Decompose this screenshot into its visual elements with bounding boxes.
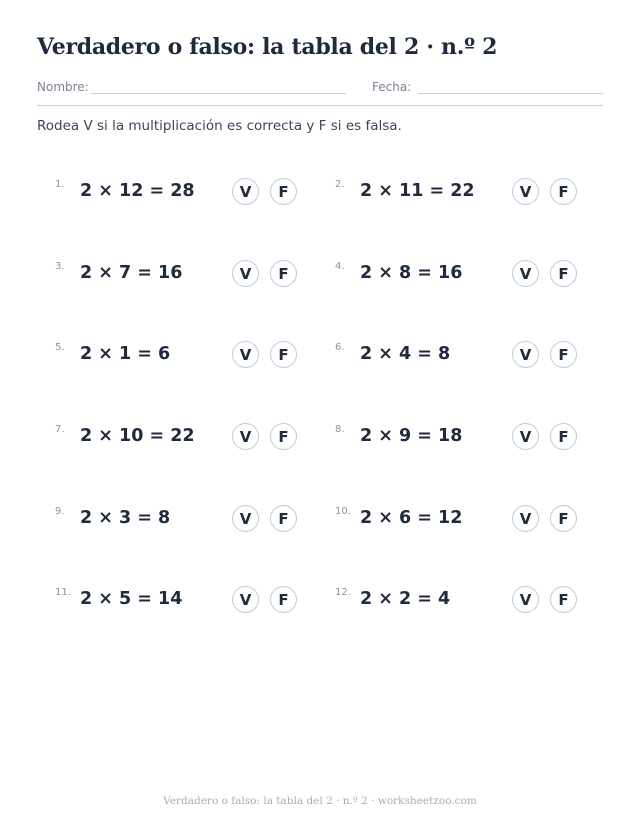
problem-equation: 2 × 12 = 28 bbox=[80, 181, 195, 201]
problem-number: 8. bbox=[335, 424, 345, 435]
date-field[interactable] bbox=[418, 93, 603, 94]
false-option-circle[interactable]: F bbox=[550, 178, 577, 205]
problem-item bbox=[335, 586, 595, 616]
problem-number: 12. bbox=[335, 587, 351, 598]
problem-equation: 2 × 11 = 22 bbox=[360, 181, 475, 201]
false-option-circle[interactable]: F bbox=[550, 586, 577, 613]
problem-equation: 2 × 7 = 16 bbox=[80, 263, 183, 283]
problem-number: 10. bbox=[335, 506, 351, 517]
true-option-circle[interactable]: V bbox=[232, 423, 259, 450]
problem-number: 2. bbox=[335, 179, 345, 190]
false-option-circle[interactable]: F bbox=[270, 505, 297, 532]
true-option-circle[interactable]: V bbox=[232, 341, 259, 368]
problem-number: 7. bbox=[55, 424, 65, 435]
problem-equation: 2 × 10 = 22 bbox=[80, 426, 195, 446]
worksheet-title: Verdadero o falso: la tabla del 2 · n.º 2 bbox=[37, 34, 498, 60]
true-option-circle[interactable]: V bbox=[232, 586, 259, 613]
problem-number: 4. bbox=[335, 261, 345, 272]
false-option-circle[interactable]: F bbox=[270, 260, 297, 287]
false-option-circle[interactable]: F bbox=[270, 341, 297, 368]
problem-equation: 2 × 4 = 8 bbox=[360, 344, 451, 364]
problem-item bbox=[335, 505, 595, 535]
true-option-circle[interactable]: V bbox=[512, 423, 539, 450]
problem-item bbox=[335, 341, 595, 371]
problem-equation: 2 × 3 = 8 bbox=[80, 508, 171, 528]
false-option-circle[interactable]: F bbox=[550, 505, 577, 532]
problem-equation: 2 × 8 = 16 bbox=[360, 263, 463, 283]
name-label: Nombre: bbox=[37, 80, 89, 94]
true-option-circle[interactable]: V bbox=[512, 260, 539, 287]
problem-equation: 2 × 2 = 4 bbox=[360, 589, 451, 609]
false-option-circle[interactable]: F bbox=[270, 178, 297, 205]
problem-item bbox=[55, 341, 315, 371]
problem-number: 11. bbox=[55, 587, 71, 598]
problem-item bbox=[335, 260, 595, 290]
false-option-circle[interactable]: F bbox=[550, 423, 577, 450]
true-option-circle[interactable]: V bbox=[512, 505, 539, 532]
problem-item bbox=[55, 260, 315, 290]
problem-item bbox=[55, 178, 315, 208]
true-option-circle[interactable]: V bbox=[512, 178, 539, 205]
true-option-circle[interactable]: V bbox=[232, 505, 259, 532]
problem-item bbox=[55, 423, 315, 453]
true-option-circle[interactable]: V bbox=[512, 341, 539, 368]
problem-equation: 2 × 9 = 18 bbox=[360, 426, 463, 446]
footer: Verdadero o falso: la tabla del 2 · n.º 2 · worksheetzoo.com bbox=[163, 795, 477, 807]
instructions: Rodea V si la multiplicación es correcta y F si es falsa. bbox=[37, 118, 402, 134]
problem-number: 9. bbox=[55, 506, 65, 517]
problem-number: 6. bbox=[335, 342, 345, 353]
problem-equation: 2 × 1 = 6 bbox=[80, 344, 171, 364]
problem-equation: 2 × 6 = 12 bbox=[360, 508, 463, 528]
false-option-circle[interactable]: F bbox=[270, 586, 297, 613]
problem-item bbox=[335, 423, 595, 453]
problem-item bbox=[335, 178, 595, 208]
header-divider bbox=[37, 105, 603, 106]
true-option-circle[interactable]: V bbox=[512, 586, 539, 613]
problem-number: 3. bbox=[55, 261, 65, 272]
false-option-circle[interactable]: F bbox=[550, 260, 577, 287]
problem-number: 1. bbox=[55, 179, 65, 190]
problem-equation: 2 × 5 = 14 bbox=[80, 589, 183, 609]
false-option-circle[interactable]: F bbox=[270, 423, 297, 450]
name-date-row bbox=[37, 80, 603, 96]
problem-item bbox=[55, 505, 315, 535]
name-field[interactable] bbox=[91, 93, 346, 94]
true-option-circle[interactable]: V bbox=[232, 260, 259, 287]
false-option-circle[interactable]: F bbox=[550, 341, 577, 368]
problem-item bbox=[55, 586, 315, 616]
problem-number: 5. bbox=[55, 342, 65, 353]
true-option-circle[interactable]: V bbox=[232, 178, 259, 205]
date-label: Fecha: bbox=[372, 80, 412, 94]
